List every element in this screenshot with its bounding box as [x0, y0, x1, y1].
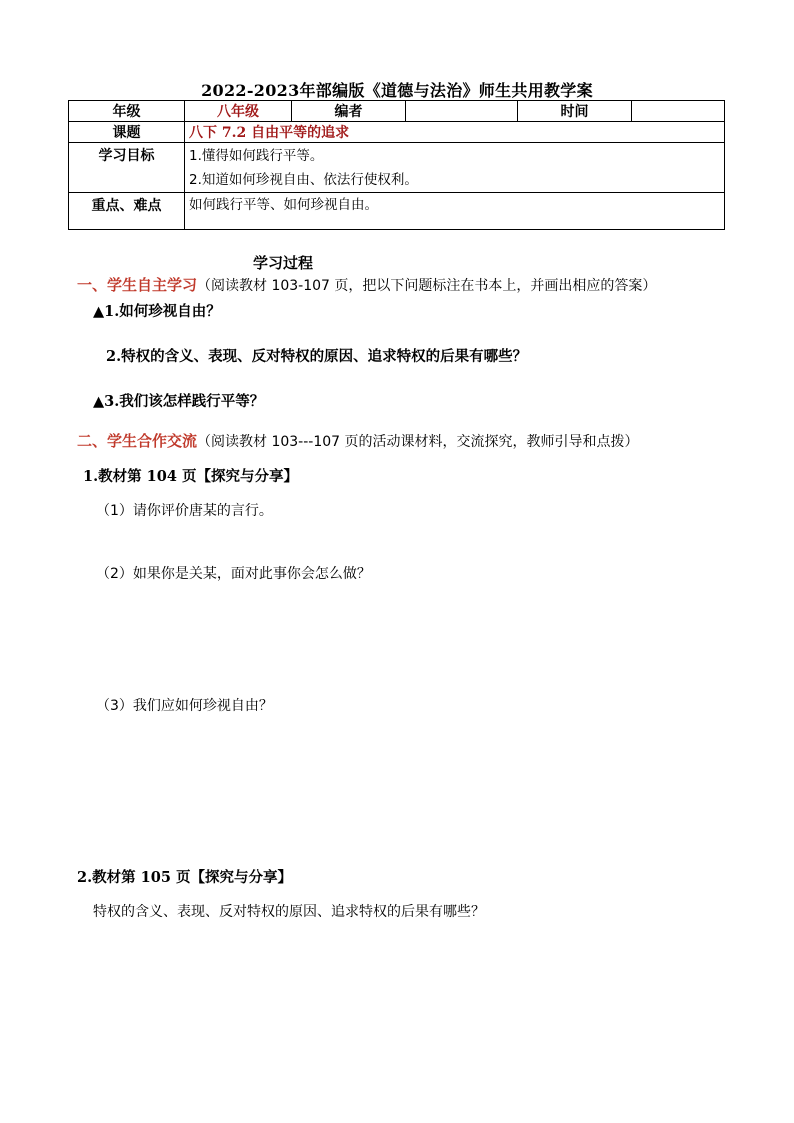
topic-label: 课题 — [69, 122, 185, 143]
grade-value: 八年级 — [185, 101, 292, 122]
key-label: 重点、难点 — [69, 193, 185, 230]
goal-item: 2.知道如何珍视自由、依法行使权利。 — [189, 172, 418, 188]
section2-heading: 二、学生合作交流 — [77, 432, 198, 450]
goal-item: 1.懂得如何践行平等。 — [189, 148, 324, 164]
goals-cell — [185, 143, 725, 193]
info-row-key — [69, 193, 725, 230]
question-2: 2.特权的含义、表现、反对特权的原因、追求特权的后果有哪些？ — [106, 348, 528, 365]
section1-heading: 一、学生自主学习 — [77, 276, 198, 294]
item1-title: 1.教材第 104 页【探究与分享】 — [83, 468, 298, 485]
item2-title: 2.教材第 105 页【探究与分享】 — [77, 869, 292, 886]
time-label: 时间 — [518, 101, 632, 122]
section2-line — [77, 430, 639, 451]
topic-value: 八下 7.2 自由平等的追求 — [185, 122, 725, 143]
question-3: ▲3.我们该怎样践行平等？ — [93, 393, 265, 410]
editor-value — [406, 101, 518, 122]
item1-question-3: （3）我们应如何珍视自由？ — [96, 698, 273, 714]
info-row-grade — [69, 101, 725, 122]
goals-label: 学习目标 — [69, 143, 185, 193]
item1-question-2: （2）如果你是关某，面对此事你会怎么做？ — [96, 566, 371, 582]
info-table — [68, 100, 725, 230]
document-title: 2022-2023年部编版《道德与法治》师生共用教学案 — [201, 81, 593, 100]
item2-question: 特权的含义、表现、反对特权的原因、追求特权的后果有哪些？ — [93, 904, 485, 920]
section2-instruction: （阅读教材 103---107 页的活动课材料，交流探究，教师引导和点拨） — [197, 434, 639, 450]
info-row-topic — [69, 122, 725, 143]
item1-question-1: （1）请你评价唐某的言行。 — [96, 503, 273, 519]
time-value — [632, 101, 725, 122]
editor-label: 编者 — [292, 101, 406, 122]
section1-instruction: （阅读教材 103-107 页，把以下问题标注在书本上，并画出相应的答案） — [197, 278, 657, 294]
process-heading: 学习过程 — [253, 254, 314, 272]
question-1: ▲1.如何珍视自由？ — [93, 303, 221, 320]
info-row-goals — [69, 143, 725, 193]
key-value: 如何践行平等、如何珍视自由。 — [185, 193, 725, 230]
grade-label: 年级 — [69, 101, 185, 122]
section1-line — [77, 274, 656, 295]
